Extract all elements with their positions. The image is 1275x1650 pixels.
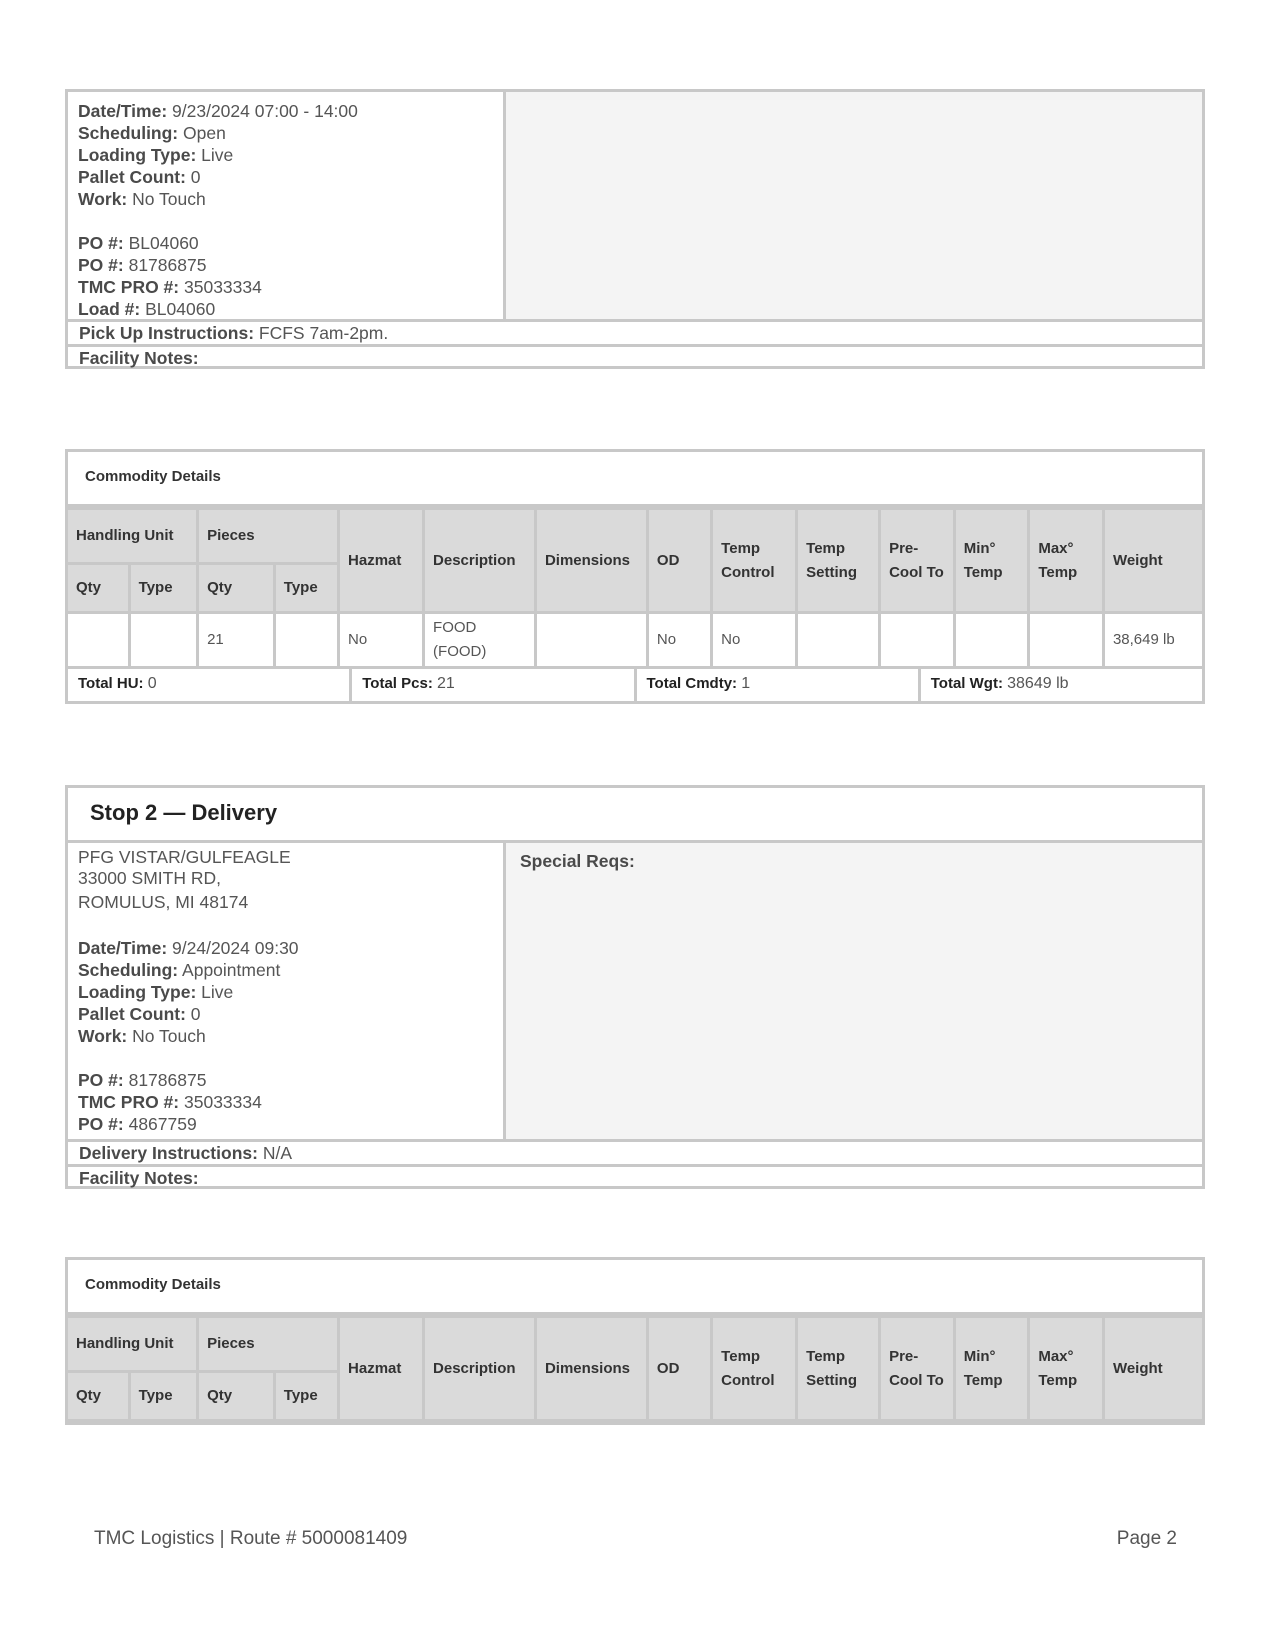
- total-cmdty: Total Cmdty: 1: [634, 669, 918, 701]
- reference-line: [78, 1091, 493, 1113]
- stop2-facility-notes: Facility Notes:: [68, 1164, 1202, 1186]
- reference-line-label: TMC PRO #:: [78, 1092, 180, 1112]
- reference-line-label: PO #:: [78, 255, 124, 275]
- cell-hazmat: No: [339, 613, 424, 667]
- total-hu: Total HU: 0: [78, 675, 157, 692]
- reference-line-value: 4867759: [128, 1114, 197, 1134]
- handling-unit-header: Handling Unit: [68, 509, 198, 564]
- temp-control-header: Temp Control: [712, 1317, 797, 1421]
- detail-line-value: Appointment: [182, 960, 281, 980]
- detail-line: [78, 1003, 493, 1025]
- detail-line-value: 0: [190, 1004, 201, 1024]
- reference-line-value: 35033334: [184, 277, 262, 297]
- reference-line-label: PO #:: [78, 1114, 124, 1134]
- reference-line: [78, 276, 493, 298]
- total-pcs: Total Pcs: 21: [349, 669, 633, 701]
- reference-line-label: PO #:: [78, 1070, 124, 1090]
- reference-line: [78, 232, 493, 254]
- dimensions-header: Dimensions: [535, 509, 647, 613]
- reference-line-label: PO #:: [78, 233, 124, 253]
- stop2-block: [65, 785, 1205, 1189]
- detail-line: [78, 937, 493, 959]
- dimensions-header: Dimensions: [535, 1317, 647, 1421]
- detail-line-label: Work:: [78, 1026, 128, 1046]
- pcs-qty-header: Qty: [198, 1372, 275, 1421]
- hu-qty-header: Qty: [68, 1372, 129, 1421]
- detail-line-value: Open: [183, 123, 226, 143]
- temp-control-header: Temp Control: [712, 509, 797, 613]
- delivery-instructions: Delivery Instructions: N/A: [79, 1143, 293, 1163]
- temp-setting-header: Temp Setting: [797, 1317, 880, 1421]
- cell-temp-setting: [797, 613, 880, 667]
- commodity-table: [68, 507, 1202, 666]
- commodity-details-title: Commodity Details: [68, 452, 1202, 507]
- footer-route: TMC Logistics | Route # 5000081409: [94, 1528, 408, 1549]
- detail-line-label: Scheduling:: [78, 960, 179, 980]
- cell-hu-type: [129, 613, 197, 667]
- detail-line-value: 9/24/2024 09:30: [172, 938, 299, 958]
- total-wgt: Total Wgt: 38649 lb: [918, 669, 1202, 701]
- detail-line-value: 9/23/2024 07:00 - 14:00: [172, 101, 358, 121]
- cell-max-temp: [1029, 613, 1104, 667]
- detail-line-label: Pallet Count:: [78, 1004, 186, 1024]
- address-line: PFG VISTAR/GULFEAGLE: [78, 847, 291, 867]
- stop2-address: [78, 847, 493, 915]
- detail-line: [78, 188, 493, 210]
- pcs-type-header: Type: [274, 1372, 338, 1421]
- detail-line-label: Scheduling:: [78, 123, 179, 143]
- detail-line-value: 0: [190, 167, 201, 187]
- detail-line-label: Loading Type:: [78, 982, 197, 1002]
- detail-line-label: Pallet Count:: [78, 167, 186, 187]
- stop2-heading: Stop 2 — Delivery: [68, 788, 1202, 843]
- header-row: [68, 509, 1202, 564]
- reference-line-value: BL04060: [145, 299, 216, 319]
- pcs-type-header: Type: [274, 564, 338, 613]
- od-header: OD: [647, 1317, 711, 1421]
- detail-line-label: Loading Type:: [78, 145, 197, 165]
- stop1-info-block: [65, 89, 1205, 369]
- hu-type-header: Type: [129, 564, 197, 613]
- pre-cool-header: Pre-Cool To: [880, 509, 955, 613]
- special-reqs-label: Special Reqs:: [520, 851, 635, 871]
- cell-od: No: [647, 613, 711, 667]
- reference-line: [78, 254, 493, 276]
- description-header: Description: [424, 509, 536, 613]
- detail-line: [78, 100, 493, 122]
- detail-line-value: Live: [201, 982, 234, 1002]
- weight-header: Weight: [1103, 1317, 1202, 1421]
- commodity-details-1: [65, 449, 1205, 704]
- footer-page-number: Page 2: [1116, 1528, 1177, 1549]
- detail-line-label: Work:: [78, 189, 128, 209]
- reference-line-label: TMC PRO #:: [78, 277, 180, 297]
- reference-line: [78, 1069, 493, 1091]
- pieces-header: Pieces: [198, 509, 339, 564]
- detail-line-value: No Touch: [132, 189, 206, 209]
- cell-dimensions: [535, 613, 647, 667]
- reference-line-value: 81786875: [128, 255, 207, 275]
- commodity-table: [68, 1315, 1202, 1422]
- cell-temp-control: No: [712, 613, 797, 667]
- detail-line-value: Live: [201, 145, 234, 165]
- hu-qty-header: Qty: [68, 564, 129, 613]
- max-temp-header: Max° Temp: [1029, 1317, 1104, 1421]
- detail-line-label: Date/Time:: [78, 101, 168, 121]
- detail-line: [78, 1025, 493, 1047]
- hu-type-header: Type: [129, 1372, 197, 1421]
- detail-line-label: Date/Time:: [78, 938, 168, 958]
- detail-line: [78, 122, 493, 144]
- pre-cool-header: Pre-Cool To: [880, 1317, 955, 1421]
- pieces-header: Pieces: [198, 1317, 339, 1372]
- address-line: 33000 SMITH RD,: [78, 868, 221, 888]
- max-temp-header: Max° Temp: [1029, 509, 1104, 613]
- temp-setting-header: Temp Setting: [797, 509, 880, 613]
- cell-min-temp: [954, 613, 1029, 667]
- reference-line: [78, 298, 493, 320]
- table-row: [68, 613, 1202, 667]
- weight-header: Weight: [1103, 509, 1202, 613]
- cell-weight: 38,649 lb: [1103, 613, 1202, 667]
- stop1-side-panel: [506, 92, 1202, 319]
- pickup-instructions: Pick Up Instructions: FCFS 7am-2pm.: [79, 323, 389, 343]
- od-header: OD: [647, 509, 711, 613]
- stop2-details: [68, 843, 506, 1139]
- cell-pcs-qty: 21: [198, 613, 275, 667]
- cell-pre-cool: [880, 613, 955, 667]
- header-row: [68, 1317, 1202, 1372]
- cell-pcs-type: [274, 613, 338, 667]
- cell-description: FOOD (FOOD): [424, 613, 536, 667]
- min-temp-header: Min° Temp: [954, 1317, 1029, 1421]
- detail-line: [78, 981, 493, 1003]
- reference-line-label: Load #:: [78, 299, 141, 319]
- reference-line-value: 81786875: [128, 1070, 207, 1090]
- detail-line: [78, 144, 493, 166]
- detail-line: [78, 959, 493, 981]
- description-header: Description: [424, 1317, 536, 1421]
- min-temp-header: Min° Temp: [954, 509, 1029, 613]
- stop1-facility-notes: Facility Notes:: [68, 344, 1202, 366]
- detail-line: [78, 166, 493, 188]
- commodity-details-2: [65, 1257, 1205, 1425]
- stop2-special-reqs-panel: [506, 843, 1202, 1139]
- pcs-qty-header: Qty: [198, 564, 275, 613]
- detail-line-value: No Touch: [132, 1026, 206, 1046]
- handling-unit-header: Handling Unit: [68, 1317, 198, 1372]
- reference-line: [78, 1113, 493, 1135]
- hazmat-header: Hazmat: [339, 1317, 424, 1421]
- commodity-totals: [68, 666, 1202, 701]
- address-line: ROMULUS, MI 48174: [78, 892, 249, 912]
- commodity-details-title: Commodity Details: [68, 1260, 1202, 1315]
- stop1-details: [68, 92, 506, 319]
- cell-hu-qty: [68, 613, 129, 667]
- reference-line-value: 35033334: [184, 1092, 262, 1112]
- reference-line-value: BL04060: [128, 233, 199, 253]
- hazmat-header: Hazmat: [339, 509, 424, 613]
